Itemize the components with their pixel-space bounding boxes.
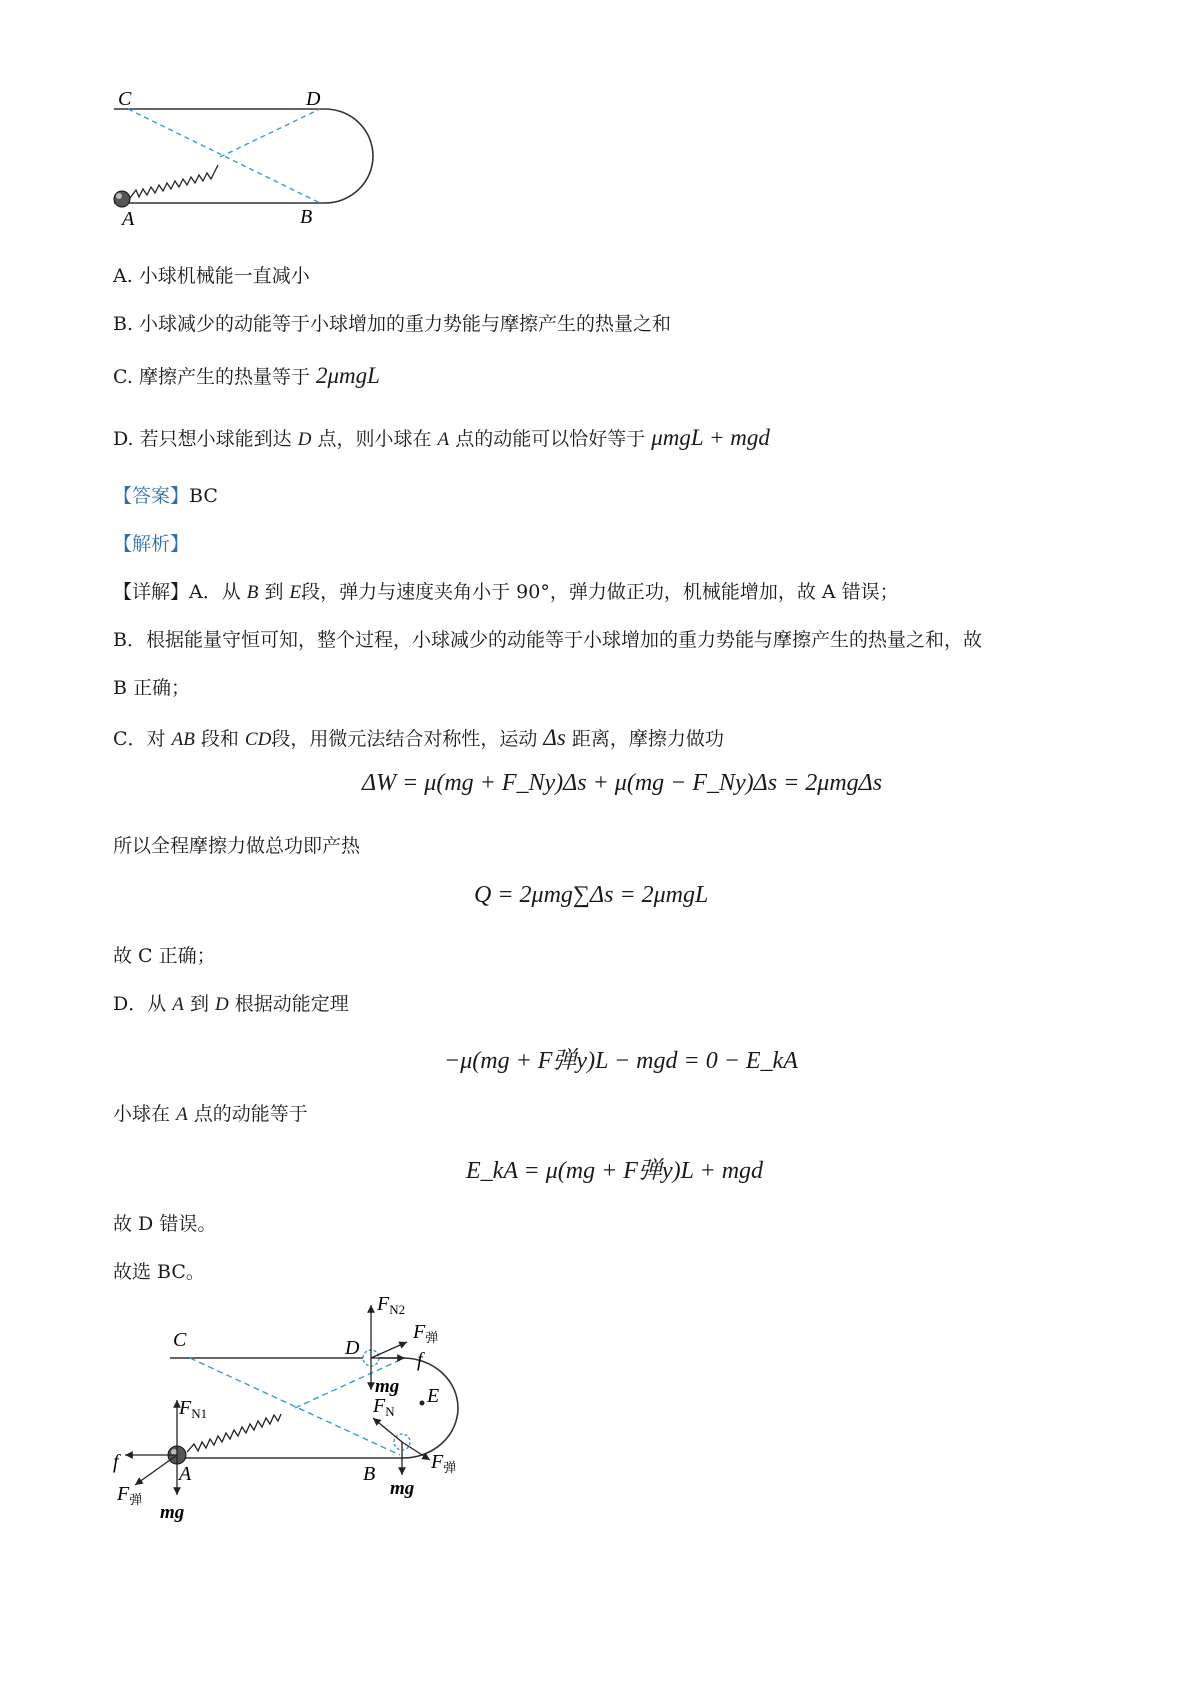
detail-b-2: B 正确；: [113, 677, 191, 699]
detail-d-d: D: [215, 994, 229, 1015]
option-d-text3: 点的动能可以恰好等于: [455, 428, 646, 450]
figure-1: [100, 85, 400, 255]
ka-line: [113, 1100, 308, 1129]
fig2-ftop: F: [413, 1321, 426, 1343]
option-c-text: C. 摩擦产生的热量等于: [113, 366, 310, 388]
option-d-text2: 点，则小球在: [317, 428, 432, 450]
detail-c-ab: AB: [171, 729, 195, 750]
svg-text:FN: [372, 1395, 395, 1419]
fig2-fbot: F: [431, 1451, 444, 1473]
fig2-fn1-sub: N1: [191, 1406, 208, 1421]
option-d-var2: A: [437, 429, 450, 450]
equation-1: ΔW = μ(mg + F_Ny)Δs + μ(mg − F_Ny)Δs = 2μmgΔs: [362, 770, 883, 796]
detail-a-b: B: [246, 582, 259, 603]
fig2-f-top: f: [417, 1349, 423, 1371]
detail-c-cd: CD: [244, 729, 272, 750]
equation-2: Q = 2μmg∑Δs = 2μmgL: [474, 882, 709, 908]
svg-text:FN2: [376, 1293, 405, 1317]
detail-d-a: A: [172, 994, 184, 1015]
label-c: C: [118, 88, 132, 110]
fig2-label-a: A: [179, 1463, 192, 1485]
option-a: A. 小球机械能一直减小: [113, 265, 310, 287]
ka-a: A: [176, 1104, 188, 1125]
option-d: [113, 424, 770, 454]
spring: [130, 165, 218, 198]
answer-line: [113, 482, 218, 510]
fig2-fleft: F: [117, 1483, 130, 1505]
fig2-fn1: F: [179, 1397, 192, 1419]
option-b: B. 小球减少的动能等于小球增加的重力势能与摩擦产生的热量之和: [113, 313, 672, 335]
ball: [114, 191, 130, 207]
svg-text:F弹: [430, 1451, 456, 1475]
detail-d-text1: D．从: [113, 993, 167, 1015]
detail-b-1: B．根据能量守恒可知，整个过程，小球减少的动能等于小球增加的重力势能与摩擦产生的热量之和，故: [113, 629, 982, 651]
detail-c-ds: Δs: [543, 725, 566, 750]
option-c-formula: 2μmgL: [316, 363, 380, 388]
fig2-fbot-sub: 弹: [443, 1460, 457, 1475]
c-conclusion: 故 C 正确；: [113, 945, 216, 967]
fig2-label-d: D: [345, 1337, 360, 1359]
fig2-label-b: B: [363, 1463, 376, 1485]
ka-text2: 点的动能等于: [193, 1103, 308, 1125]
detail-c-text2: 段和: [200, 728, 239, 750]
detail-d-to: 到: [189, 993, 209, 1015]
detail-d: [113, 990, 349, 1019]
option-c: [113, 362, 380, 391]
fig2-mg-top: mg: [375, 1376, 400, 1397]
detail-c: [113, 724, 724, 754]
fig2-ftop-sub: 弹: [425, 1330, 439, 1345]
option-d-text1: D. 若只想小球能到达: [113, 428, 292, 450]
dashed-line-ad: [220, 109, 320, 157]
final-choice: 故选 BC。: [113, 1261, 205, 1283]
fig2-fn: F: [373, 1395, 386, 1417]
label-a: A: [122, 208, 135, 230]
detail-d-text2: 根据动能定理: [234, 993, 349, 1015]
fig2-semicircle: [403, 1358, 458, 1458]
d-conclusion: 故 D 错误。: [113, 1213, 217, 1235]
fig2-fleft-sub: 弹: [129, 1492, 143, 1507]
detail-a: [113, 578, 899, 607]
detail-a-e: E: [289, 582, 302, 603]
option-d-formula: μmgL + mgd: [651, 425, 770, 450]
equation-3: −μ(mg + F弹y)L − mgd = 0 − E_kA: [444, 1048, 798, 1074]
svg-text:FN1: [178, 1397, 207, 1421]
figure-2: [105, 1290, 525, 1560]
fig2-point-e: [420, 1401, 425, 1406]
fig2-label-e: E: [427, 1385, 440, 1407]
label-b: B: [300, 206, 313, 228]
label-d: D: [306, 88, 321, 110]
fig2-mg-left: mg: [160, 1502, 185, 1523]
detail-a-rest: 段，弹力与速度夹角小于 90°，弹力做正功，机械能增加，故 A 错误；: [301, 581, 899, 603]
ka-text1: 小球在: [113, 1103, 171, 1125]
fig2-fn2-sub: N2: [389, 1302, 406, 1317]
detail-c-text3: 段，用微元法结合对称性，运动: [271, 728, 538, 750]
semicircle-track: [325, 109, 373, 203]
svg-text:F弹: [116, 1483, 142, 1507]
detail-c-text4: 距离，摩擦力做功: [571, 728, 724, 750]
detail-c-text1: C．对: [113, 728, 166, 750]
total-work-line: 所以全程摩擦力做总功即产热: [113, 835, 361, 857]
fig2-f-left: f: [113, 1451, 119, 1473]
equation-4: E_kA = μ(mg + F弹y)L + mgd: [466, 1158, 764, 1184]
analysis-tag: 【解析】: [113, 533, 190, 555]
fig2-mg-bot: mg: [390, 1478, 415, 1499]
option-d-var1: D: [297, 429, 312, 450]
fig2-fn-sub: N: [385, 1404, 395, 1419]
answer-value: BC: [189, 485, 218, 507]
answer-tag: 【答案】: [113, 485, 190, 507]
detail-a-to: 到: [264, 581, 284, 603]
detail-a-text1: 【详解】A．从: [113, 581, 241, 603]
fig2-label-c: C: [173, 1329, 187, 1351]
fig2-fn2: F: [377, 1293, 390, 1315]
svg-text:F弹: [412, 1321, 438, 1345]
